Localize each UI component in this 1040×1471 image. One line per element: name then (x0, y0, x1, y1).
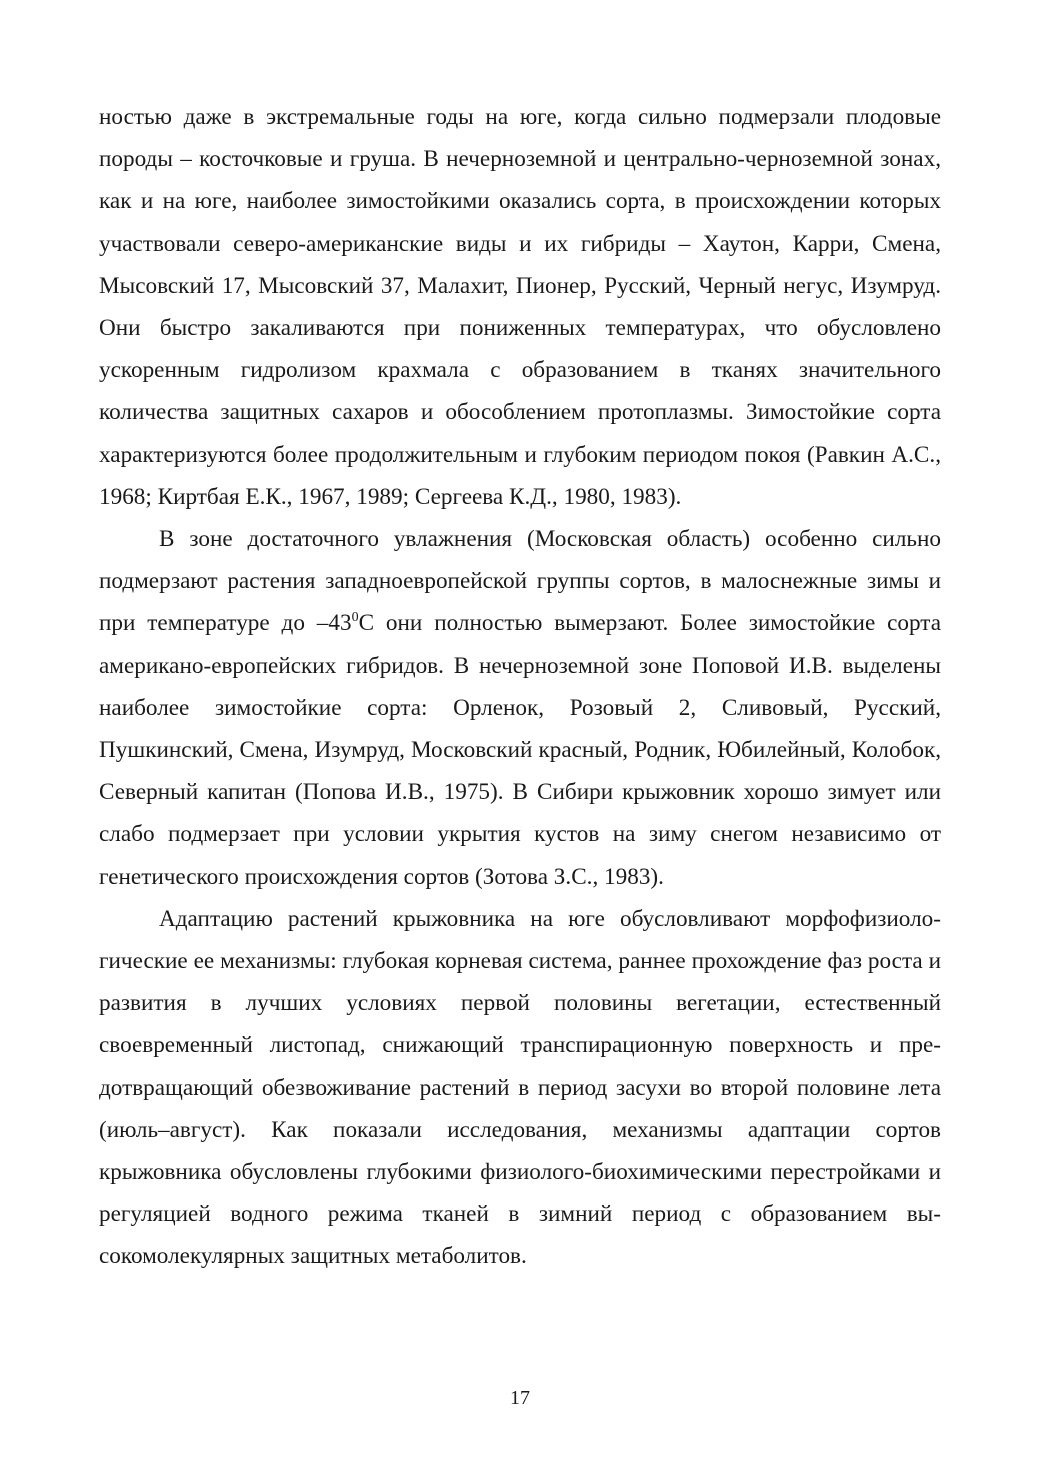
paragraph-2 (99, 518, 941, 898)
paragraph-2-text-after: С они полностью вымерзают. Более зимостойкие сорта американо-европейских гибридов. В нечерноземной зоне Поповой И.В. выделены наиболее зимостойкие сорта: Орленок, Розовый 2, Сливовый, Русский, Пушкинский, Смена, Изумруд, Московский красный, Родник, Юбилейный, Колобок, Северный капитан (Попова И.В., 1975). В Сибири крыжовник хорошо зимует или слабо подмерзает при условии укрытия кустов на зиму снегом независимо от генетического происхождения сортов (Зотова З.С., 1983). (99, 610, 941, 890)
degree-superscript: 0 (351, 610, 359, 626)
document-body (99, 96, 941, 1278)
page-number: 17 (510, 1387, 530, 1409)
paragraph-1: ностью даже в экстремальные годы на юге, когда сильно подмерзали плодовые породы – косточковые и груша. В нечерноземной и центрально-черноземной зонах, как и на юге, наиболее зимостойкими оказались сорта, в происхождении которых участвовали северо-американские виды и их гибриды – Хаутон, Карри, Смена, Мысовский 17, Мысовский 37, Малахит, Пионер, Русский, Черный негус, Изумруд. Они быстро закаливаются при пониженных температурах, что обусловлено ускоренным гидролизом крахмала с образованием в тканях значительного количества защитных сахаров и обособлением протоплазмы. Зимостойкие сорта характеризуются более продолжительным и глубоким периодом покоя (Равкин А.С., 1968; Киртбая Е.К., 1967, 1989; Сергеева К.Д., 1980, 1983). (99, 104, 941, 510)
paragraph-2-text-before: В зоне достаточного увлажнения (Московская область) особенно сильно подмерзают растения западноевропейской группы сортов, в малоснежные зимы и при температуре до –43 (99, 526, 941, 637)
paragraph-3: Адаптацию растений крыжовника на юге обусловливают морфофизиологические ее механизмы: глубокая корневая система, раннее прохождение фаз роста и развития в лучших условиях первой половины вегетации, естественный своевременный листопад, снижающий транспирационную поверхность и предотвращающий обезвоживание растений в период засухи во второй половине лета (июль–август). Как показали исследования, механизмы адаптации сортов крыжовника обусловлены глубокими физиолого-биохимическими перестройками и регуляцией водного режима тканей в зимний период с образованием высокомолекулярных защитных метаболитов. (99, 905, 941, 1270)
